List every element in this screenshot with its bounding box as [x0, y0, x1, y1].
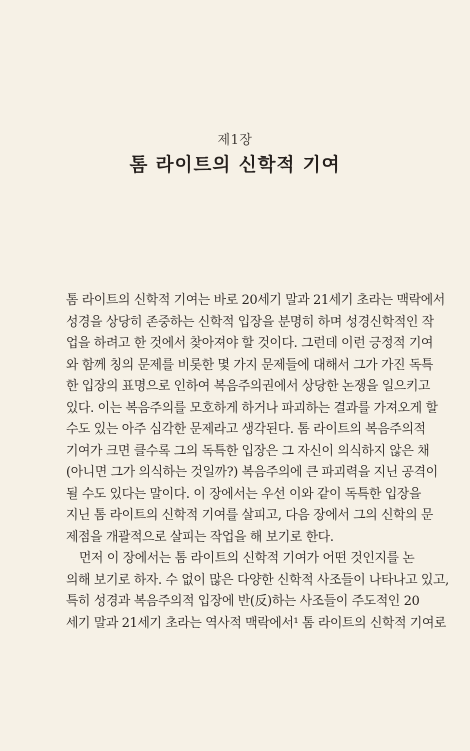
paragraph-1-line-9: (아니면 그가 의식하는 것일까?) 복음주의에 큰 파괴력을 지닌 공격이 [66, 465, 438, 480]
paragraph-1-line-11: 지닌 톰 라이트의 신학적 기여를 살피고, 다음 장에서 그의 신학의 문 [66, 508, 434, 523]
paragraph-1-line-10: 될 수도 있다는 말이다. 이 장에서는 우선 이와 같이 독특한 입장을 [66, 486, 422, 502]
paragraph-1-line-7: 수도 있는 아주 심각한 문제라고 생각된다. 톰 라이트의 복음주의적 [66, 422, 426, 437]
paragraph-2-line-1: 먼저 이 장에서는 톰 라이트의 신학적 기여가 어떤 것인지를 논 [79, 551, 415, 566]
paragraph-2-line-3: 특히 성경과 복음주의적 입장에 반(反)하는 사조들이 주도적인 20 [66, 594, 420, 609]
body-text [66, 290, 449, 634]
paragraph-1-line-1: 톰 라이트의 신학적 기여는 바로 20세기 말과 21세기 초라는 맥락에서 [66, 293, 445, 308]
chapter-title: 톰 라이트의 신학적 기여 [129, 155, 341, 176]
paragraph-1-line-12: 제점을 개괄적으로 살피는 작업을 해 보기로 한다. [66, 529, 334, 545]
paragraph-1-line-3: 업을 하려고 한 것에서 찾아져야 할 것이다. 그런데 이런 긍정적 기여 [66, 336, 434, 351]
chapter-label: 제1장 [217, 133, 253, 148]
paragraph-2-line-4: 세기 말과 21세기 초라는 역사적 맥락에서¹ 톰 라이트의 신학적 기여로 [66, 615, 447, 631]
paragraph-1-line-4: 와 함께 칭의 문제를 비롯한 몇 가지 문제들에 대해서 그가 가진 독특 [66, 357, 434, 373]
paragraph-1-line-5: 한 입장의 표명으로 인하여 복음주의권에서 상당한 논쟁을 일으키고 [66, 379, 431, 394]
paragraph-1-line-2: 성경을 상당히 존중하는 신학적 입장을 분명히 하며 성경신학적인 작 [66, 314, 434, 330]
paragraph-1-line-8: 기여가 크면 클수록 그의 독특한 입장은 그 자신이 의식하지 않은 채 [66, 443, 430, 459]
paragraph-1-line-6: 있다. 이는 복음주의를 모호하게 하거나 파괴하는 결과를 가져오게 할 [66, 400, 438, 416]
paragraph-2-line-2: 의해 보기로 하자. 수 없이 많은 다양한 신학적 사조들이 나타나고 있고, [66, 572, 449, 588]
